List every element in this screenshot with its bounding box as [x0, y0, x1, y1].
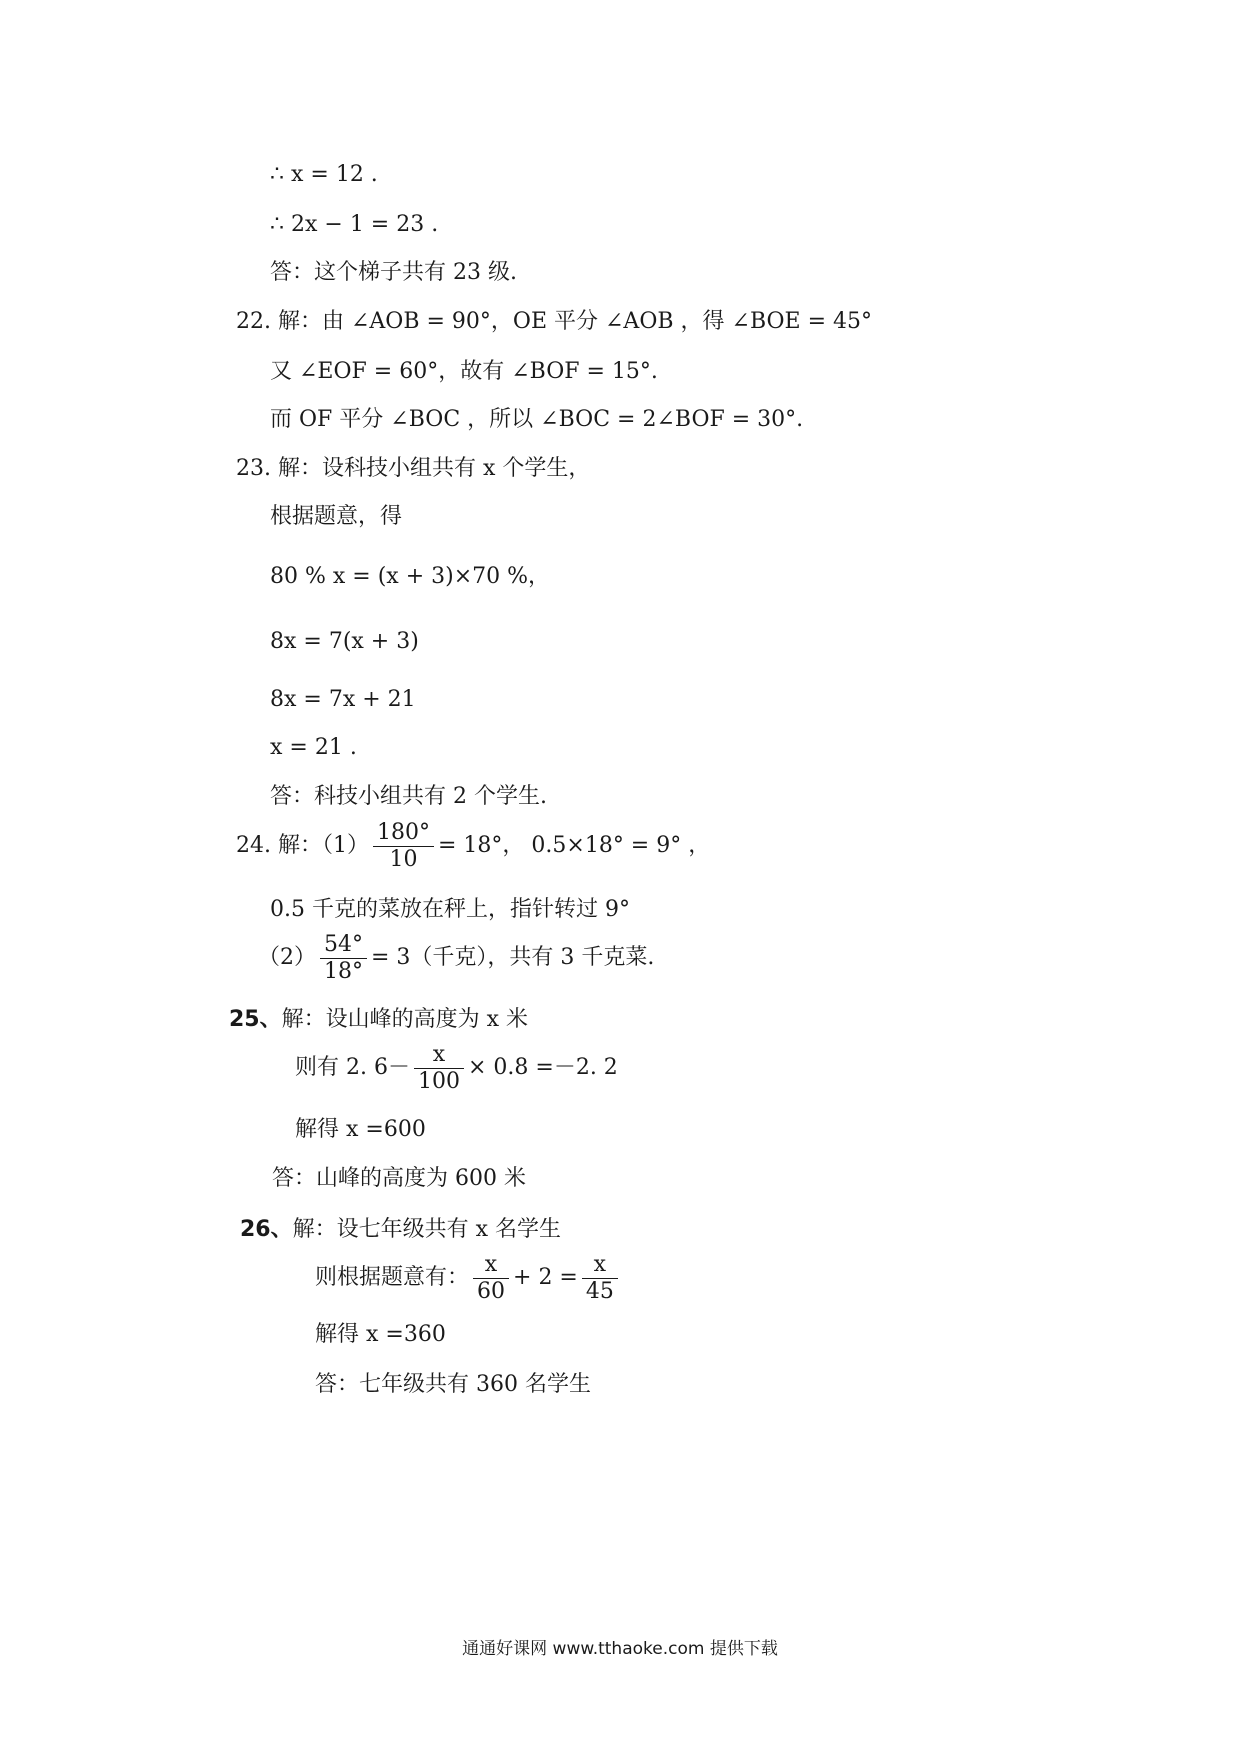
problem-23-equation: x = 21 .: [270, 735, 357, 760]
problem-24-line: 0.5 千克的菜放在秤上，指针转过 9°: [270, 897, 630, 922]
problem-24-text: = 3（千克），共有 3 千克菜.: [371, 945, 655, 970]
problem-number: 26、: [240, 1217, 293, 1242]
answer-line: 答：七年级共有 360 名学生: [315, 1372, 591, 1397]
problem-23-equation: 80 % x = (x + 3)×70 %，: [270, 564, 551, 589]
answer-line: 答：这个梯子共有 23 级.: [270, 260, 517, 285]
solution-line: ∴ 2x − 1 = 23 .: [270, 212, 439, 237]
problem-23-line: 23. 解：设科技小组共有 x 个学生，: [236, 456, 591, 481]
problem-25-text: × 0.8 =－2. 2: [467, 1055, 618, 1080]
fraction-numerator: x: [414, 1042, 464, 1069]
problem-24-line: [258, 930, 654, 986]
fraction-numerator: x: [473, 1252, 509, 1279]
fraction: [414, 1042, 464, 1095]
problem-26-line: 解得 x =360: [315, 1322, 446, 1347]
fraction-denominator: 60: [477, 1278, 506, 1304]
solution-line: ∴ x = 12 .: [270, 162, 378, 187]
problem-22-line: 22. 解：由 ∠AOB = 90°，OE 平分 ∠AOB ，得 ∠BOE = 45°: [236, 309, 873, 334]
footer-text: 通通好课网 www.tthaoke.com 提供下载: [462, 1639, 778, 1659]
problem-25-prefix: 则有 2. 6－: [295, 1055, 410, 1080]
problem-25-line: 解得 x =600: [295, 1117, 426, 1142]
problem-23-line: 根据题意，得: [270, 504, 403, 529]
fraction: [473, 1252, 509, 1305]
fraction: [373, 820, 434, 873]
fraction: [320, 932, 367, 985]
fraction: [582, 1252, 618, 1305]
problem-number: 25、: [229, 1007, 282, 1032]
fraction-denominator: 100: [417, 1068, 460, 1094]
answer-line: 答：科技小组共有 2 个学生.: [270, 784, 547, 809]
problem-26-line: [240, 1215, 561, 1245]
problem-22-line: 又 ∠EOF = 60°，故有 ∠BOF = 15°.: [270, 359, 658, 384]
problem-24-text: = 18°， 0.5×18° = 9° ，: [437, 833, 711, 858]
problem-25-text: 解：设山峰的高度为 x 米: [281, 1007, 529, 1032]
fraction-denominator: 45: [585, 1278, 614, 1304]
problem-25-equation: [295, 1040, 618, 1096]
problem-24-prefix: （2）: [258, 945, 316, 970]
fraction-numerator: 180°: [373, 820, 434, 847]
problem-24-line: [236, 818, 710, 874]
problem-26-text: 解：设七年级共有 x 名学生: [292, 1217, 562, 1242]
problem-25-line: [229, 1005, 528, 1035]
problem-23-equation: 8x = 7x + 21: [270, 687, 416, 712]
fraction-denominator: 10: [389, 846, 418, 872]
problem-26-equation: [315, 1250, 622, 1306]
answer-line: 答：山峰的高度为 600 米: [272, 1166, 526, 1191]
problem-26-text: + 2 =: [513, 1265, 578, 1290]
problem-26-prefix: 则根据题意有：: [315, 1265, 470, 1290]
fraction-numerator: 54°: [320, 932, 367, 959]
problem-22-line: 而 OF 平分 ∠BOC ，所以 ∠BOC = 2∠BOF = 30°.: [270, 407, 804, 432]
fraction-denominator: 18°: [324, 958, 363, 984]
fraction-numerator: x: [582, 1252, 618, 1279]
problem-24-prefix: 24. 解：（1）: [236, 833, 369, 858]
problem-23-equation: 8x = 7(x + 3): [270, 629, 419, 654]
